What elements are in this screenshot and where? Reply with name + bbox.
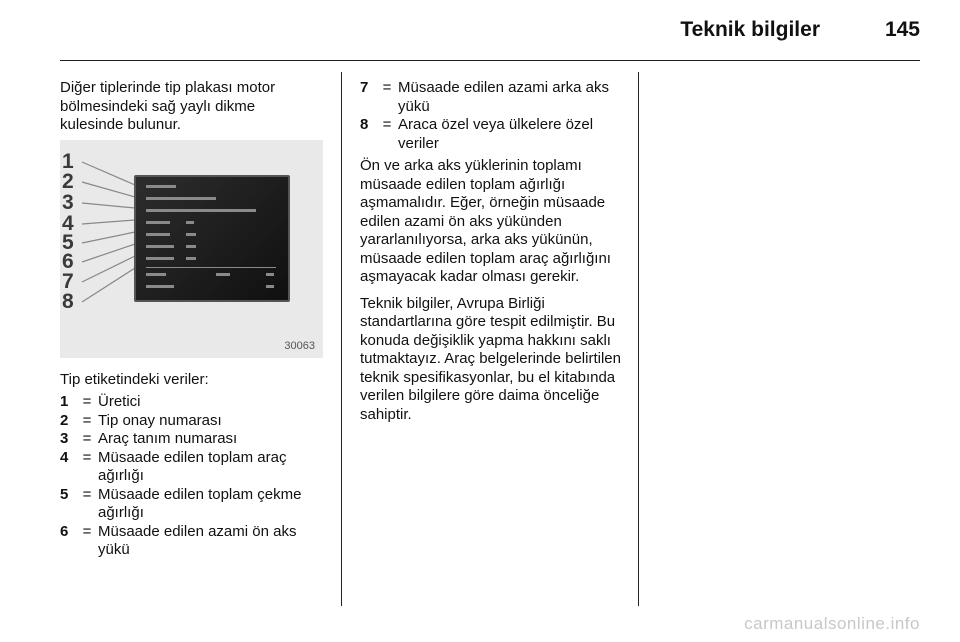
spec-list-mid: [360, 79, 630, 153]
list-item: [60, 486, 332, 523]
item-text: Müsaade edilen azami ön aks yükü: [98, 522, 297, 558]
plate-row: [186, 257, 196, 260]
item-number: 7: [360, 79, 369, 96]
leader-line-3: [82, 203, 135, 208]
plate-row: [146, 185, 176, 188]
item-number: 5: [60, 485, 69, 503]
plate-row: [146, 245, 174, 248]
callout-number: 5: [62, 231, 74, 254]
list-item: [60, 393, 332, 412]
item-equals: =: [82, 393, 92, 410]
item-equals: =: [82, 411, 92, 429]
item-text: Araca özel veya ülkelere özel veriler: [398, 116, 594, 152]
plate-row: [146, 221, 170, 224]
plate-divider: [146, 267, 276, 268]
paragraph-axle-loads: Ön ve arka aks yüklerinin toplamı müsaade edilen toplam ağırlığı aşmamalıdır. Eğer, örneğin müsaade edilen azami ön aks yükünden yararlanılıyorsa, arka aks yükünün, müsaade edilen toplam araç ağırlığını aşmayacak kadar olması gerekir.: [360, 157, 611, 285]
paragraph-tech-data: Teknik bilgiler, Avrupa Birliği standartlarına göre tespit edilmiştir. Bu konuda değişiklik yapma hakkını saklı tutmaktayız. Araç belgelerinde belirtilen teknik spesifikasyonlar, bu el kitabında verilen bilgilere göre daima önceliğe sahiptir.: [360, 294, 621, 423]
callout-number: 4: [62, 212, 74, 235]
plate-row: [186, 233, 196, 236]
item-text: Müsaade edilen azami arka aks yükü: [398, 79, 609, 115]
page-number: 145: [884, 18, 920, 41]
header-divider: [60, 60, 920, 61]
list-item: [60, 412, 332, 431]
plate-row: [146, 285, 174, 288]
column-divider-right: [638, 72, 639, 606]
item-equals: =: [82, 430, 92, 447]
item-text: Müsaade edilen toplam araç ağırlığı: [98, 448, 287, 484]
item-text: Üretici: [98, 393, 141, 410]
item-equals: =: [382, 79, 392, 96]
leader-line-2: [82, 182, 135, 197]
list-item: [60, 449, 332, 486]
item-number: 8: [360, 116, 369, 133]
type-plate: [134, 175, 290, 302]
leader-line-4: [82, 220, 135, 224]
plate-row: [146, 209, 256, 212]
plate-row: [146, 233, 170, 236]
type-plate-figure: [60, 140, 323, 358]
item-number: 3: [60, 430, 69, 447]
column-divider-left: [341, 72, 342, 606]
plate-row: [146, 257, 174, 260]
item-equals: =: [82, 522, 92, 540]
list-item: [360, 116, 630, 153]
plate-row: [186, 245, 196, 248]
mid-text: [360, 157, 630, 432]
callout-number: 2: [62, 170, 74, 193]
plate-row: [216, 273, 230, 276]
callout-number: 6: [62, 250, 74, 273]
item-number: 4: [60, 448, 69, 466]
item-number: 1: [60, 393, 69, 410]
watermark: carmanualsonline.info: [744, 614, 920, 633]
plate-row: [146, 197, 216, 200]
item-text: Tip onay numarası: [98, 411, 222, 429]
list-item: [360, 79, 630, 116]
callout-number: 7: [62, 270, 74, 293]
figure-id: 30063: [284, 340, 315, 352]
callout-number: 1: [62, 150, 74, 173]
list-item: [60, 430, 332, 449]
item-equals: =: [382, 116, 392, 133]
leader-line-8: [82, 268, 135, 302]
item-equals: =: [82, 448, 92, 466]
item-text: Müsaade edilen toplam çekme ağırlığı: [98, 485, 302, 521]
leader-line-5: [82, 232, 135, 243]
item-text: Araç tanım numarası: [98, 430, 238, 447]
intro-paragraph: Diğer tiplerinde tip plakası motor bölmesindeki sağ yaylı dikme kulesinde bulunur.: [60, 79, 276, 133]
plate-row: [186, 221, 194, 224]
item-number: 6: [60, 522, 69, 540]
item-equals: =: [82, 485, 92, 503]
spec-list-left: [60, 393, 332, 560]
list-title: Tip etiketindeki veriler:: [60, 371, 209, 388]
item-number: 2: [60, 411, 69, 429]
plate-row: [266, 273, 274, 276]
leader-line-1: [82, 162, 135, 185]
list-item: [60, 523, 332, 560]
plate-row: [266, 285, 274, 288]
plate-row: [146, 273, 166, 276]
callout-number: 8: [62, 290, 74, 313]
section-title: Teknik bilgiler: [680, 18, 820, 41]
callout-number: 3: [62, 191, 74, 214]
